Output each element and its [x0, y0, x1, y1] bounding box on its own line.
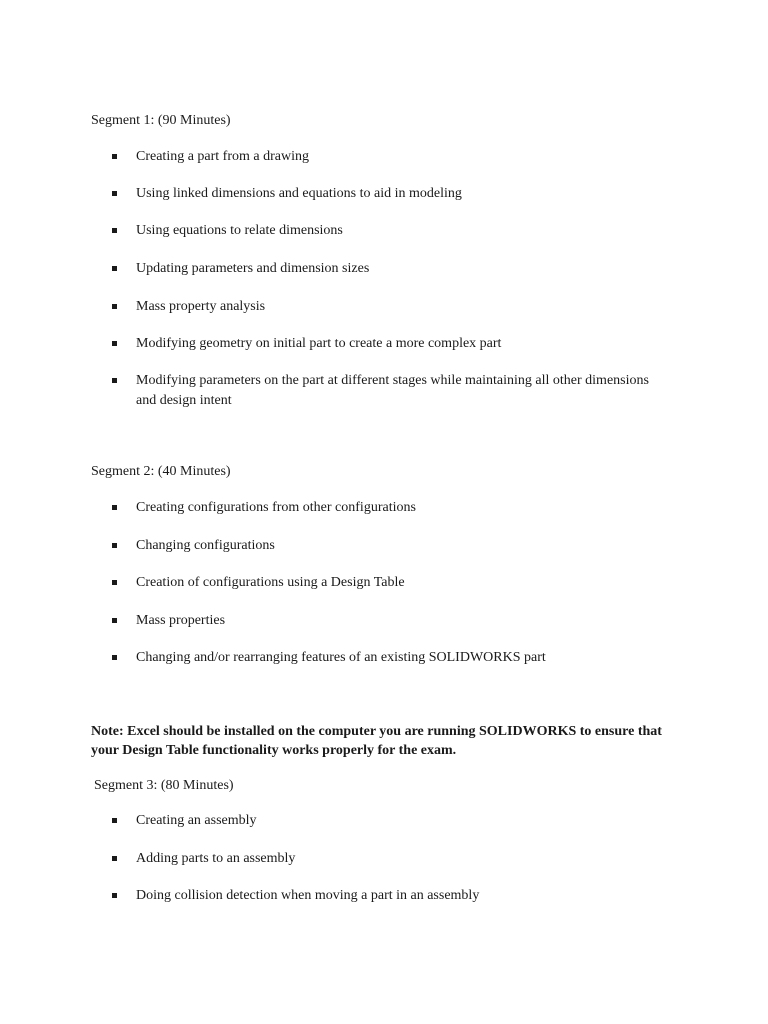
list-item-text: Creating configurations from other configurations [136, 500, 416, 515]
square-bullet-icon [112, 304, 117, 309]
list-item-text: Updating parameters and dimension sizes [136, 261, 370, 276]
segment-3-heading: Segment 3: (80 Minutes) [94, 778, 234, 793]
square-bullet-icon [112, 191, 117, 196]
square-bullet-icon [112, 655, 117, 660]
list-item-text: Using equations to relate dimensions [136, 223, 343, 238]
square-bullet-icon [112, 378, 117, 383]
list-item-text: Mass property analysis [136, 299, 266, 314]
list-item-text: Changing configurations [136, 538, 275, 553]
square-bullet-icon [112, 543, 117, 548]
excel-note: Note: Excel should be installed on the computer you are running SOLIDWORKS to ensure that your Design Table functionality works properly for the exam. [91, 724, 662, 758]
square-bullet-icon [112, 818, 117, 823]
list-item-text: Creation of configurations using a Design Table [136, 575, 405, 590]
list-item-text: Changing and/or rearranging features of an existing SOLIDWORKS part [136, 650, 546, 665]
square-bullet-icon [112, 856, 117, 861]
list-item-text: Using linked dimensions and equations to aid in modeling [136, 186, 462, 201]
square-bullet-icon [112, 505, 117, 510]
segment-2-heading: Segment 2: (40 Minutes) [91, 464, 231, 479]
square-bullet-icon [112, 618, 117, 623]
square-bullet-icon [112, 893, 117, 898]
square-bullet-icon [112, 154, 117, 159]
square-bullet-icon [112, 228, 117, 233]
list-item-text: Doing collision detection when moving a part in an assembly [136, 888, 480, 903]
square-bullet-icon [112, 266, 117, 271]
segment-1-heading: Segment 1: (90 Minutes) [91, 113, 231, 128]
square-bullet-icon [112, 580, 117, 585]
list-item-text: Modifying geometry on initial part to create a more complex part [136, 336, 502, 351]
list-item-text: Creating an assembly [136, 813, 257, 828]
list-item-text: Mass properties [136, 613, 226, 628]
square-bullet-icon [112, 341, 117, 346]
list-item-text: Adding parts to an assembly [136, 851, 296, 866]
list-item-text: Creating a part from a drawing [136, 149, 309, 164]
list-item-text: Modifying parameters on the part at different stages while maintaining all other dimensions and design intent [136, 373, 649, 408]
